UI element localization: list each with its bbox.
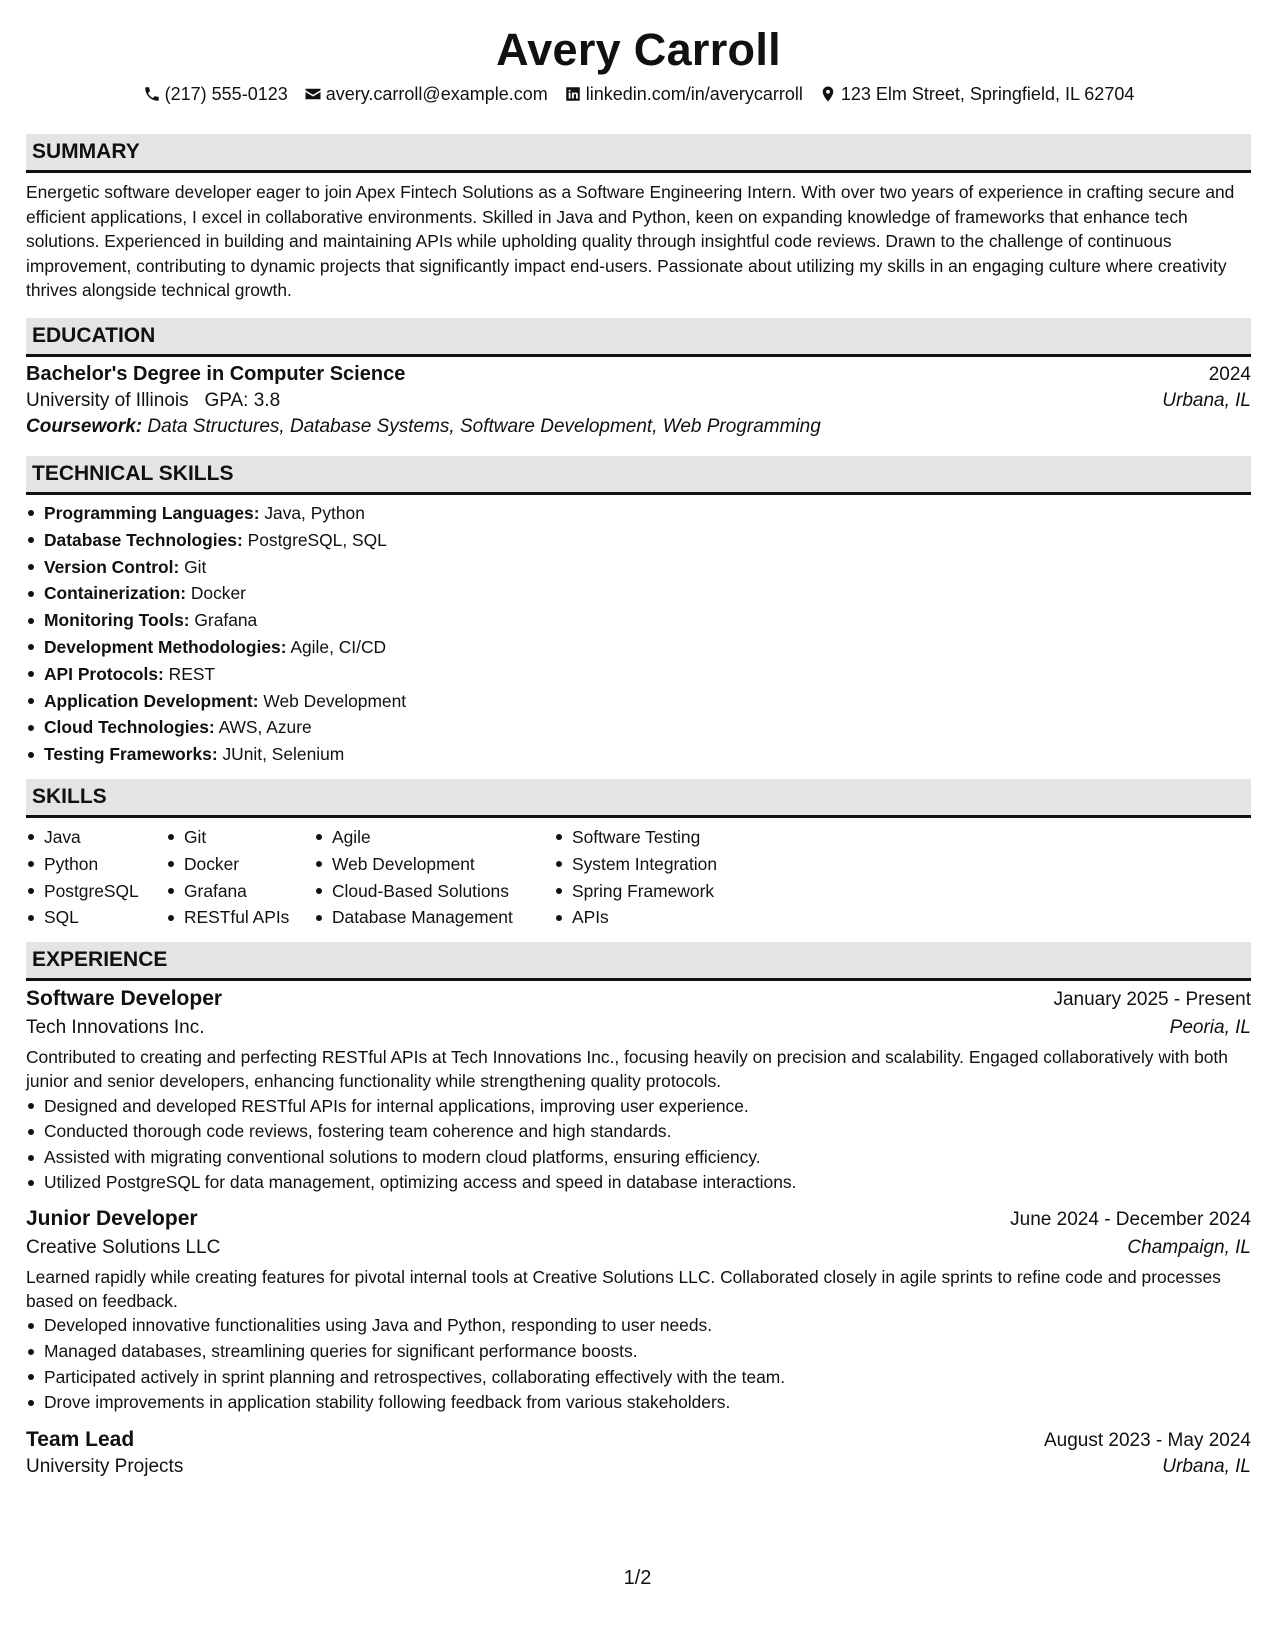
tech-skill-label: Monitoring Tools: [44, 610, 190, 631]
job-company-row [26, 1456, 1251, 1478]
tech-skill-value: Grafana [194, 610, 258, 631]
tech-skill-value: JUnit, Selenium [222, 744, 345, 765]
school-gpa: GPA: 3.8 [204, 389, 281, 411]
job-title: Software Developer [26, 987, 223, 1011]
job-dates: June 2024 - December 2024 [1010, 1208, 1251, 1230]
tech-skill-value: REST [168, 663, 216, 684]
job-title: Junior Developer [26, 1206, 198, 1230]
skills-column-3 [314, 824, 554, 931]
job-company: Creative Solutions LLC [26, 1236, 221, 1258]
school-name: University of Illinois [26, 389, 189, 411]
job-dates: January 2025 - Present [1053, 989, 1251, 1011]
list-item: Participated actively in sprint planning and retrospectives, collaborating effectively with the team. [26, 1365, 1251, 1391]
phone-icon [143, 85, 161, 103]
skills-column-4 [554, 824, 774, 931]
tech-skill-value: Agile, CI/CD [290, 636, 387, 657]
list-item [26, 714, 1251, 741]
list-item [26, 634, 1251, 661]
job-bullets [26, 1094, 1251, 1196]
tech-skill-label: Application Development: [44, 690, 259, 711]
tech-skill-value: Docker [190, 583, 246, 604]
list-item: SQL [26, 904, 166, 931]
section-header-skills: SKILLS [26, 779, 1251, 818]
coursework-line [26, 416, 1251, 438]
list-item [26, 500, 1251, 527]
list-item: Docker [166, 851, 314, 878]
job-header [26, 1428, 1251, 1452]
job-description: Contributed to creating and perfecting RESTful APIs at Tech Innovations Inc., focusing heavily on precision and scalability. Engaged collaboratively with both junior and senior developers, enhancing functionality while strengthening quality protocols. [26, 1047, 1228, 1092]
list-item: Database Management [314, 904, 554, 931]
tech-skill-label: Containerization: [44, 583, 187, 604]
tech-skill-label: Development Methodologies: [44, 636, 287, 657]
section-header-technical-skills: TECHNICAL SKILLS [26, 456, 1251, 495]
tech-skill-label: Programming Languages: [44, 502, 260, 523]
contact-bar [26, 82, 1251, 106]
list-item: Grafana [166, 878, 314, 905]
job-title: Team Lead [26, 1427, 135, 1451]
email-text: avery.carroll@example.com [325, 83, 548, 104]
contact-phone[interactable] [143, 84, 288, 105]
job-header [26, 987, 1251, 1011]
job-description: Learned rapidly while creating features for pivotal internal tools at Creative Solutions LLC. Collaborated closely in agile sprints to refine code and processes based on feedback. [26, 1266, 1221, 1312]
job-company-row [26, 1237, 1251, 1259]
tech-skill-value: Java, Python [264, 502, 365, 523]
degree-title: Bachelor's Degree in Computer Science [26, 362, 406, 385]
list-item: Utilized PostgreSQL for data management, optimizing access and speed in database interactions. [26, 1170, 1251, 1196]
list-item: APIs [554, 904, 774, 931]
job-company: University Projects [26, 1455, 184, 1477]
education-school-row [26, 390, 1251, 412]
coursework-list: Data Structures, Database Systems, Software Development, Web Programming [147, 415, 821, 437]
envelope-icon [304, 85, 322, 103]
list-item: Java [26, 824, 166, 851]
list-item: Agile [314, 824, 554, 851]
tech-skill-value: AWS, Azure [218, 717, 312, 738]
list-item: System Integration [554, 851, 774, 878]
tech-skill-label: Database Technologies: [44, 529, 243, 550]
contact-address [819, 84, 1135, 105]
skills-column-1 [26, 824, 166, 931]
list-item: Managed databases, streamlining queries for significant performance boosts. [26, 1339, 1251, 1365]
list-item [26, 741, 1251, 768]
phone-text: (217) 555-0123 [164, 83, 288, 104]
school-info [26, 390, 280, 412]
skills-column-2 [166, 824, 314, 931]
section-header-education: EDUCATION [26, 318, 1251, 357]
list-item: Assisted with migrating conventional solutions to modern cloud platforms, ensuring efficiency. [26, 1145, 1251, 1171]
job-company: Tech Innovations Inc. [26, 1017, 205, 1039]
resume-page [26, 0, 1251, 1478]
list-item: RESTful APIs [166, 904, 314, 931]
job-header [26, 1207, 1251, 1231]
list-item: PostgreSQL [26, 878, 166, 905]
list-item: Python [26, 851, 166, 878]
contact-linkedin[interactable] [564, 84, 803, 105]
school-location: Urbana, IL [1162, 389, 1251, 411]
technical-skills-list [26, 500, 1251, 768]
job-company-row [26, 1017, 1251, 1039]
list-item: Spring Framework [554, 878, 774, 905]
page-number: 1/2 [623, 1567, 652, 1589]
address-text: 123 Elm Street, Springfield, IL 62704 [840, 83, 1135, 104]
list-item: Developed innovative functionalities using Java and Python, responding to user needs. [26, 1313, 1251, 1339]
contact-email[interactable] [304, 84, 548, 105]
tech-skill-label: Testing Frameworks: [44, 744, 218, 765]
section-header-experience: EXPERIENCE [26, 942, 1251, 981]
list-item: Git [166, 824, 314, 851]
tech-skill-value: Web Development [263, 690, 407, 711]
list-item: Drove improvements in application stability following feedback from various stakeholders. [26, 1390, 1251, 1416]
list-item: Cloud-Based Solutions [314, 878, 554, 905]
list-item: Software Testing [554, 824, 774, 851]
list-item [26, 527, 1251, 554]
job-location: Peoria, IL [1169, 1017, 1251, 1039]
list-item [26, 661, 1251, 688]
list-item: Designed and developed RESTful APIs for internal applications, improving user experience. [26, 1094, 1251, 1120]
section-header-summary: SUMMARY [26, 134, 1251, 173]
summary-text: Energetic software developer eager to join Apex Fintech Solutions as a Software Engineering Intern. With over two years of experience in crafting secure and efficient applications, I excel in collaborative environments. Skilled in Java and Python, keen on expanding knowledge of frameworks that enhance tech solutions. Experienced in building and maintaining APIs while upholding quality through insightful code reviews. Drawn to the challenge of continuous improvement, contributing to dynamic projects that significantly impact end-users. Passionate about utilizing my skills in an engaging culture where creativity thrives alongside technical growth. [26, 182, 1235, 301]
tech-skill-label: Version Control: [44, 556, 180, 577]
job-dates: August 2023 - May 2024 [1043, 1429, 1251, 1451]
graduation-year: 2024 [1208, 363, 1251, 385]
job-bullets [26, 1313, 1251, 1415]
list-item [26, 607, 1251, 634]
tech-skill-label: API Protocols: [44, 663, 164, 684]
linkedin-icon [564, 85, 582, 103]
job-location: Urbana, IL [1162, 1455, 1251, 1477]
list-item [26, 554, 1251, 581]
tech-skill-label: Cloud Technologies: [44, 717, 215, 738]
list-item [26, 688, 1251, 715]
job-location: Champaign, IL [1127, 1236, 1251, 1258]
list-item [26, 580, 1251, 607]
map-pin-icon [819, 85, 837, 103]
candidate-name: Avery Carroll [496, 24, 781, 75]
tech-skill-value: PostgreSQL, SQL [247, 529, 387, 550]
list-item: Web Development [314, 851, 554, 878]
tech-skill-value: Git [184, 556, 207, 577]
coursework-label: Coursework: [26, 415, 143, 437]
linkedin-text: linkedin.com/in/averycarroll [585, 83, 803, 104]
skills-grid [26, 824, 1251, 931]
list-item: Conducted thorough code reviews, fostering team coherence and high standards. [26, 1119, 1251, 1145]
education-row [26, 363, 1251, 386]
